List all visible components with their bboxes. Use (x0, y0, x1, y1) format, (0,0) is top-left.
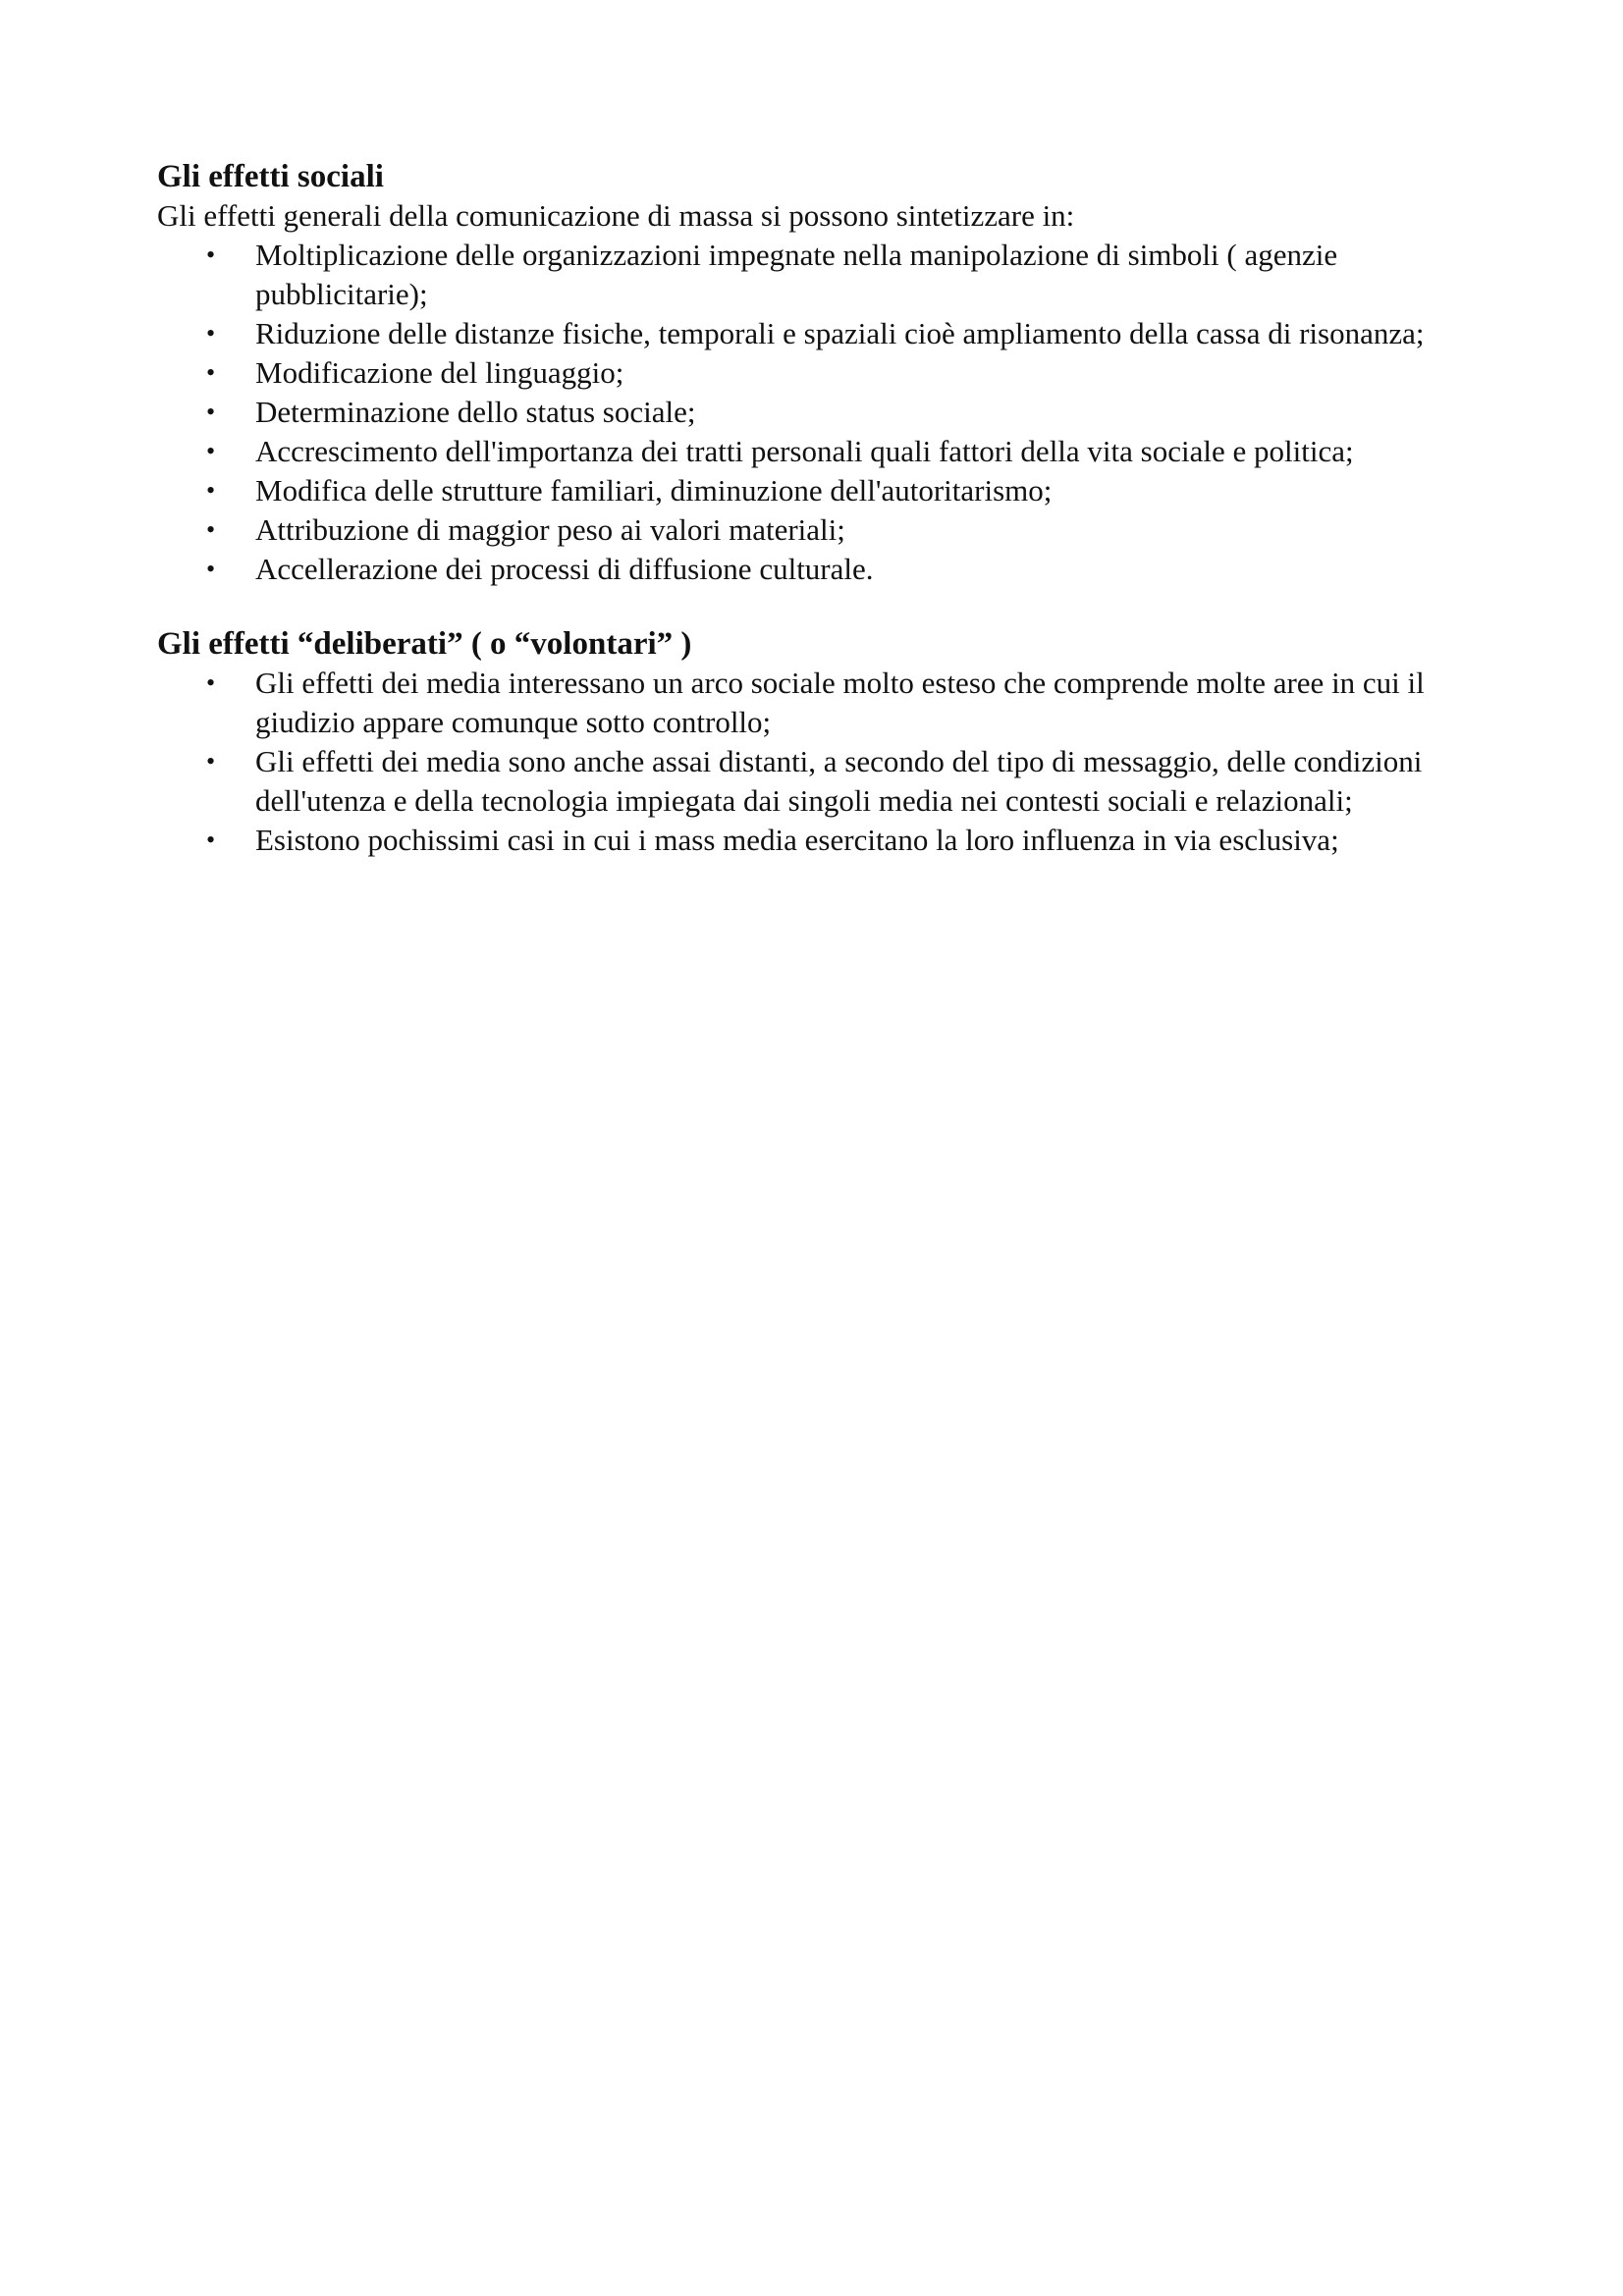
section-intro: Gli effetti generali della comunicazione di massa si possono sintetizzare in: (157, 198, 1075, 233)
list-item-text: Determinazione dello status sociale; (255, 395, 696, 429)
list-item (157, 432, 1473, 471)
list-item (157, 550, 1473, 589)
bullet-icon: • (206, 476, 216, 505)
list-item-text: Gli effetti dei media sono anche assai distanti, a secondo del tipo di messaggio, delle condizioni dell'utenza e della tecnologia impiegata dai singoli media nei contesti sociali e relazionali; (255, 744, 1423, 818)
bullet-icon: • (206, 747, 216, 775)
list-item (157, 821, 1473, 860)
bullet-icon: • (206, 358, 216, 387)
list-item-text: Modifica delle strutture familiari, diminuzione dell'autoritarismo; (255, 473, 1053, 507)
list-item-text: Riduzione delle distanze fisiche, temporali e spaziali cioè ampliamento della cassa di risonanza; (255, 316, 1425, 350)
list-item (157, 393, 1473, 432)
bullet-icon: • (206, 555, 216, 583)
list-item-text: Gli effetti dei media interessano un arco sociale molto esteso che comprende molte aree in cui il giudizio appare comunque sotto controllo; (255, 666, 1425, 739)
list-item-text: Accrescimento dell'importanza dei tratti personali quali fattori della vita sociale e politica; (255, 434, 1354, 468)
section-social-effects (157, 157, 1473, 589)
list-item (157, 471, 1473, 510)
list-item (157, 664, 1473, 742)
bullet-icon: • (206, 437, 216, 465)
document-content (157, 157, 1473, 860)
list-item (157, 236, 1473, 314)
list-item-text: Attribuzione di maggior peso ai valori materiali; (255, 512, 845, 547)
list-item (157, 314, 1473, 353)
list-item-text: Modificazione del linguaggio; (255, 355, 624, 390)
bullet-icon: • (206, 319, 216, 347)
section-title: Gli effetti “deliberati” ( o “volontari” ) (157, 626, 692, 662)
bullet-icon: • (206, 515, 216, 544)
list-item-text: Esistono pochissimi casi in cui i mass media esercitano la loro influenza in via esclusiva; (255, 823, 1339, 857)
list-item (157, 353, 1473, 393)
list-item-text: Moltiplicazione delle organizzazioni impegnate nella manipolazione di simboli ( agenzie pubblicitarie); (255, 238, 1338, 311)
bullet-icon: • (206, 826, 216, 854)
bullet-icon: • (206, 240, 216, 269)
list-item (157, 510, 1473, 550)
bullet-icon: • (206, 398, 216, 426)
list-item-text: Accellerazione dei processi di diffusione culturale. (255, 552, 874, 586)
bullet-list (157, 236, 1473, 589)
section-title: Gli effetti sociali (157, 159, 384, 194)
bullet-icon: • (206, 668, 216, 697)
bullet-list (157, 664, 1473, 860)
list-item (157, 742, 1473, 821)
section-deliberate-effects (157, 624, 1473, 860)
